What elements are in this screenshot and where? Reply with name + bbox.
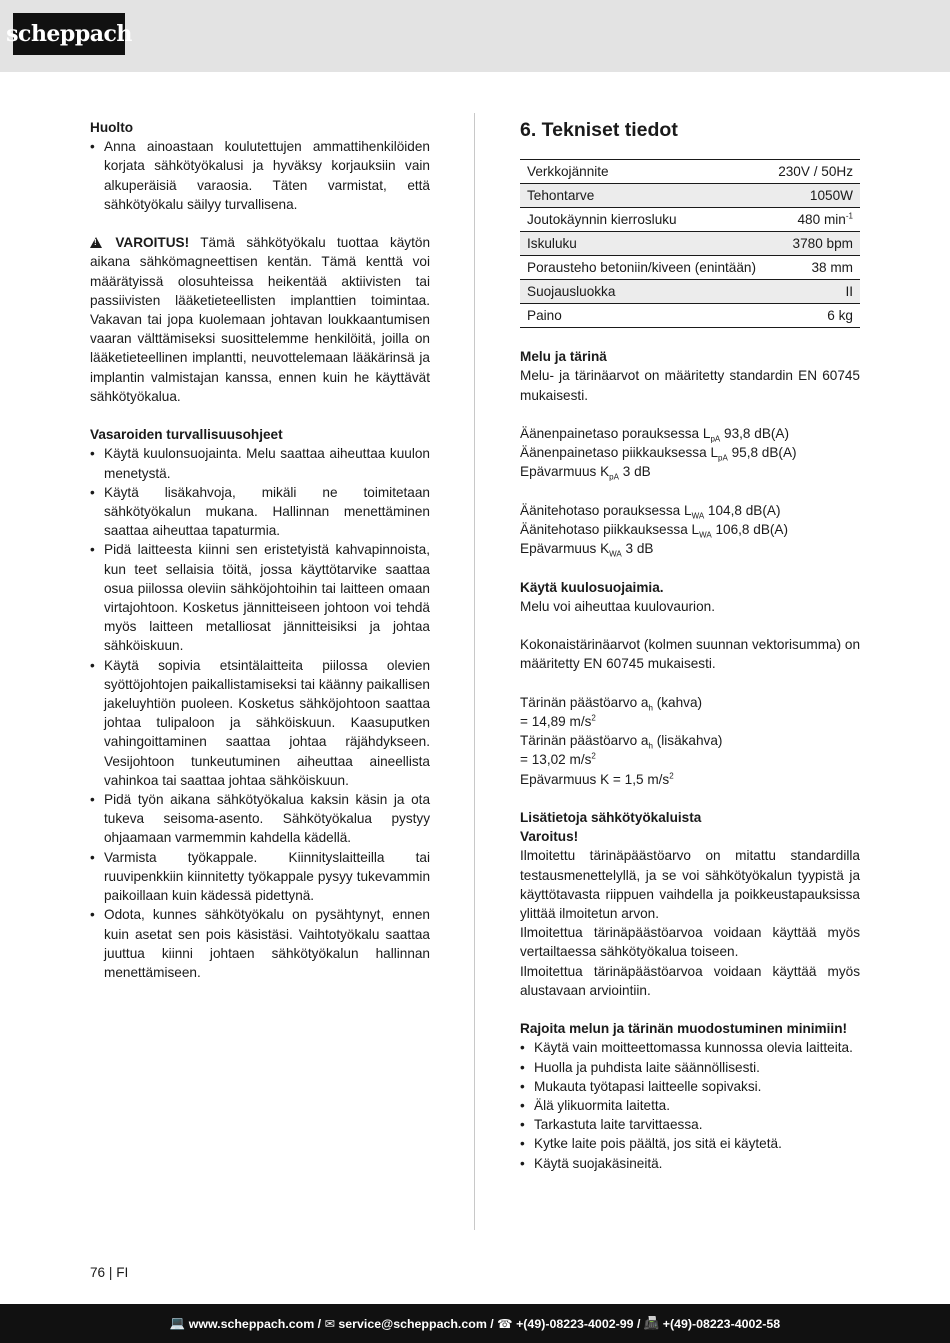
table-row [520,232,860,256]
power-line: Äänitehotaso piikkauksessa $L_{WA}$ 106,8 dB(A) [520,521,789,540]
right-column [520,118,860,1173]
spec-value: 1050W [769,184,860,208]
footer-fax: +(49)-08223-4002-58 [662,1316,781,1331]
vibration-intro: Kokonaistärinäarvot (kolmen suunnan vektorisumma) on määritetty EN 60745 mukaisesti. [520,637,861,672]
pressure-line: Epävarmuus $K_{pA}$ 3 dB [520,464,651,483]
table-row [520,280,860,304]
left-column [90,118,430,982]
column-divider [474,113,475,1230]
ear-protection-text: Melu voi aiheuttaa kuulovaurion. [520,598,715,614]
hammer-safety-heading: Vasaroiden turvallisuusohjeet [90,427,283,443]
mail-icon: ✉ [324,1317,339,1331]
brand-logo-text: scheppach [6,21,132,47]
spec-label: Suojausluokka [520,280,769,304]
spec-label: Tehontarve [520,184,769,208]
limit-list [520,1038,860,1172]
section-title: 6. Tekniset tiedot [520,119,678,141]
pressure-line: Äänenpainetaso piikkauksessa $L_{pA}$ 95,8 dB(A) [520,445,797,463]
spec-label: Verkkojännite [520,160,769,184]
vibration-uncertainty: Epävarmuus K = 1,5 $m/s^2$ [520,771,674,787]
footer-email[interactable]: service@scheppach.com [338,1316,487,1331]
spec-value: 38 mm [769,256,860,280]
info-heading: Lisätietoja sähkötyökaluista [520,809,702,825]
vibration-value: = 14,89 $m/s^2$ [520,713,596,729]
pressure-line: Äänenpainetaso porauksessa $L_{pA}$ 93,8 dB(A) [520,425,790,444]
spec-value-text: 480 min [797,212,846,227]
maintenance-list [90,137,430,214]
info-paragraph: Ilmoitettua tärinäpäästöarvoa voidaan käyttää myös alustavaan arviointiin. [520,963,860,998]
power-line: Epävarmuus $K_{WA}$ 3 dB [520,541,654,559]
spec-value: 6 kg [769,304,860,328]
list-item: • Pidä laitteesta kiinni sen eristetyistä kahvapinnoista, kun teet sellaisia töitä, jossa käyttötarvike saattaa osua piilossa oleviin sähköjohtoihin tai laitteen omaan virtajohtoon. Kosketus jännitteiseen johtoon voi tehdä myös laitteen metalliosat jännitteisiksi ja johtaa sähköiskuun. [90,540,430,655]
table-row [520,208,860,232]
ear-protection-heading: Käytä kuulosuojaimia. [520,579,664,595]
list-item: • Pidä työn aikana sähkötyökalua kaksin käsin ja ota tukeva seisoma-asento. Sähkötyökalua pystyy ohjaamaan varmemmin kahdella kädellä. [90,790,430,848]
table-row [520,304,860,328]
spec-table [520,159,860,328]
warning-triangle-icon [90,237,102,248]
list-item: • Huolla ja puhdista laite säännöllisesti. [520,1058,860,1077]
noise-intro: Melu- ja tärinäarvot on määritetty standardin EN 60745 mukaisesti. [520,368,860,403]
footer-bar: 💻 www.scheppach.com / ✉ service@scheppach.com / ☎ +(49)-08223-4002-99 / 📠 +(49)-08223-4002-58 [0,1304,950,1343]
list-item: • Odota, kunnes sähkötyökalu on pysähtynyt, ennen kuin asetat sen pois käsistäsi. Vaihtotyökalu saattaa juuttua kiinni johtaen sähkötyökalun hallinnan menettämiseen. [90,905,430,982]
hammer-safety-list [90,444,430,982]
info-paragraph: Ilmoitettua tärinäpäästöarvoa voidaan käyttää myös vertailtaessa sähkötyökalua toiseen. [520,925,860,960]
spec-value [769,208,860,232]
list-item: • Tarkastuta laite tarvittaessa. [520,1115,860,1134]
spec-value-exponent: -1 [845,211,853,221]
spec-label: Paino [520,304,769,328]
spec-value: II [769,280,860,304]
spec-value: 230V / 50Hz [769,160,860,184]
list-item: • Varmista työkappale. Kiinnityslaitteilla tai ruuvipenkkiin kiinnitetty työkappale pysyy tukevammin paikoillaan kuin kädessä pidettynä. [90,848,430,906]
spec-label: Joutokäynnin kierrosluku [520,208,769,232]
list-item: • Käytä vain moitteettomassa kunnossa olevia laitteita. [520,1038,860,1057]
warning-paragraph [90,233,430,406]
header-bar [0,0,950,72]
computer-icon: 💻 [169,1316,189,1330]
spec-label: Porausteho betoniin/kiveen (enintään) [520,256,769,280]
list-item: • Älä ylikuormita laitetta. [520,1096,860,1115]
page-number: 76 | FI [90,1265,129,1280]
warning-text: Tämä sähkötyökalu tuottaa käytön aikana sähkömagneettisen kentän. Tämä kenttä voi määrätyissä olosuhteissa heikentää aktiivisten tai passiivisten lääketieteellisten implanttien toimintaa. Vakavan tai jopa kuolemaan johtavan loukkaantumisen vaaran välttämiseksi suosittelemme henkilöitä, joilla on lääketieteellinen implantti, neuvottelemaan lääkärinsä ja implantin valmistajan kanssa, ennen kuin he käyttävät sähkötyökalua. [90,235,431,404]
spec-label: Iskuluku [520,232,769,256]
list-item: • Mukauta työtapasi laitteelle sopivaksi. [520,1077,860,1096]
table-row [520,184,860,208]
brand-logo [6,13,132,55]
phone-icon: ☎ [497,1317,517,1331]
list-item: • Käytä kuulonsuojainta. Melu saattaa aiheuttaa kuulon menetystä. [90,444,430,482]
footer-web[interactable]: www.scheppach.com [188,1316,315,1331]
power-line: Äänitehotaso porauksessa $L_{WA}$ 104,8 dB(A) [520,502,781,521]
warning-label: VAROITUS! [115,235,190,251]
vibration-line: Tärinän päästöarvo $a_h$ (lisäkahva) [520,733,723,751]
list-item: • Käytä suojakäsineitä. [520,1154,860,1173]
list-item: • Käytä sopivia etsintälaitteita piilossa olevien syöttöjohtojen paikallistamiseksi tai käänny paikallisen jakeluyhtiön puoleen. Kosketus sähköjohtoon saattaa johtaa tulipaloon ja sähköiskuun. Kaasuputken vahingoittaminen saattaa johtaa räjähdykseen. Vesijohtoon tunkeutuminen aiheuttaa aineellista vahinkoa tai saattaa johtaa sähköiskuun. [90,656,430,790]
noise-heading: Melu ja tärinä [520,349,607,365]
info-warning: Varoitus! [520,829,579,845]
info-paragraph: Ilmoitettu tärinäpäästöarvo on mitattu standardilla testausmenettelyllä, ja se voi sähkötyökalun tyypistä ja käyttötavasta riippuen vaihdella ja poikkeustapauksissa ylittää ilmoitetun arvon. [520,848,860,921]
list-item: • Kytke laite pois päältä, jos sitä ei käytetä. [520,1134,860,1153]
vibration-value: = 13,02 $m/s^2$ [520,751,596,768]
fax-icon: 📠 [643,1316,663,1330]
list-item: • Anna ainoastaan koulutettujen ammattihenkilöiden korjata sähkötyökalusi ja hyväksy korjauksiin vain alkuperäisiä varaosia. Täten varmistat, että sähkötyökalu säilyy turvallisena. [90,137,430,214]
list-item: • Käytä lisäkahvoja, mikäli ne toimitetaan sähkötyökalun mukana. Hallinnan menettäminen saattaa aiheuttaa tapaturmia. [90,483,430,541]
spec-value: 3780 bpm [769,232,860,256]
vibration-line: Tärinän päästöarvo $a_h$ (kahva) [520,694,703,713]
footer-phone: +(49)-08223-4002-99 [516,1316,634,1331]
table-row [520,256,860,280]
table-row [520,160,860,184]
maintenance-heading: Huolto [90,120,134,135]
limit-heading: Rajoita melun ja tärinän muodostuminen minimiin! [520,1021,848,1037]
